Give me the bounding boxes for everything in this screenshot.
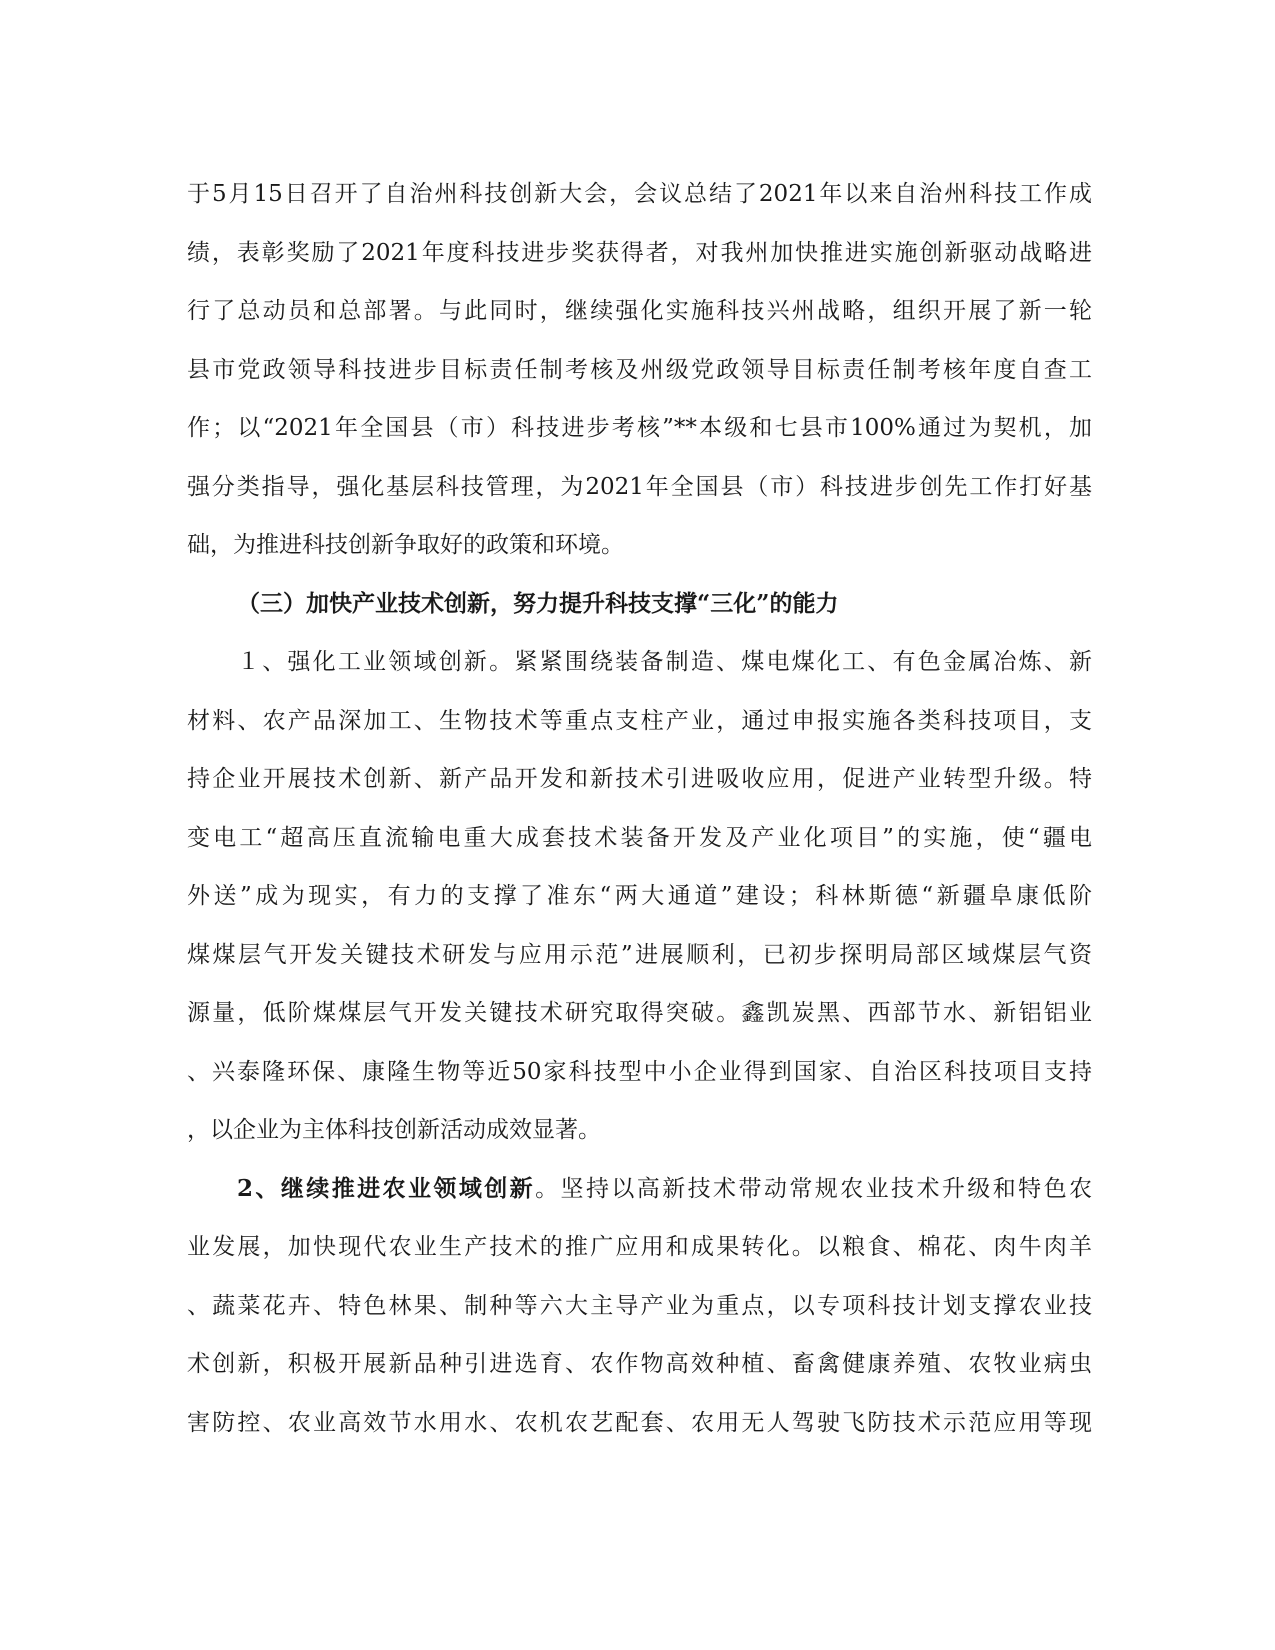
text-line: 源量，低阶煤煤层气开发关键技术研究取得突破。鑫凯炭黑、西部节水、新铝铝业 (187, 1000, 1092, 1026)
text-line: 持企业开展技术创新、新产品开发和新技术引进吸收应用，促进产业转型升级。特 (187, 766, 1092, 792)
item-2-paragraph (187, 1160, 1092, 1453)
text-line: １、强化工业领域创新。紧紧围绕装备制造、煤电煤化工、有色金属冶炼、新 (237, 649, 1092, 675)
text-line: 业发展，加快现代农业生产技术的推广应用和成果转化。以粮食、棉花、肉牛肉羊 (187, 1234, 1092, 1260)
text-line: 变电工“超高压直流输电重大成套技术装备开发及产业化项目”的实施，使“疆电 (187, 824, 1092, 851)
text-line: ，以企业为主体科技创新活动成效显著。 (187, 1117, 601, 1143)
body-text (187, 165, 1092, 1452)
text-line: 、兴泰隆环保、康隆生物等近50家科技型中小企业得到国家、自治区科技项目支持 (187, 1058, 1092, 1085)
paragraph-1 (187, 165, 1092, 575)
text-line: 材料、农产品深加工、生物技术等重点支柱产业，通过申报实施各类科技项目，支 (187, 707, 1092, 734)
item-2-first-line: 。坚持以高新技术带动常规农业技术升级和特色农 (535, 1175, 1092, 1202)
item-2-title: 2、继续推进农业领域创新 (237, 1174, 536, 1202)
text-line: 础，为推进科技创新争取好的政策和环境。 (187, 532, 624, 558)
text-line: 害防控、农业高效节水用水、农机农艺配套、农用无人驾驶飞防技术示范应用等现 (187, 1409, 1092, 1436)
text-line (187, 1160, 1092, 1219)
text-line: 强分类指导，强化基层科技管理，为2021年全国县（市）科技进步创先工作打好基 (187, 473, 1092, 500)
text-line: 、蔬菜花卉、特色林果、制种等六大主导产业为重点，以专项科技计划支撑农业技 (187, 1292, 1092, 1319)
text-line: 行了总动员和总部署。与此同时，继续强化实施科技兴州战略，组织开展了新一轮 (187, 298, 1092, 324)
text-line: 作；以“2021年全国县（市）科技进步考核”**本级和七县市100%通过为契机，加 (187, 415, 1092, 441)
text-line: 外送”成为现实，有力的支撑了准东“两大通道”建设；科林斯德“新疆阜康低阶 (187, 883, 1092, 909)
section-heading-3: （三）加快产业技术创新，努力提升科技支撑“三化”的能力 (237, 589, 839, 617)
text-line: 绩，表彰奖励了2021年度科技进步奖获得者，对我州加快推进实施创新驱动战略进 (187, 239, 1092, 266)
text-line: 术创新，积极开展新品种引进选育、农作物高效种植、畜禽健康养殖、农牧业病虫 (187, 1351, 1092, 1377)
text-line: 于5月15日召开了自治州科技创新大会，会议总结了2021年以来自治州科技工作成 (187, 181, 1092, 207)
text-line: 县市党政领导科技进步目标责任制考核及州级党政领导目标责任制考核年度自查工 (187, 356, 1092, 383)
item-1-paragraph (187, 633, 1092, 1160)
text-line: 煤煤层气开发关键技术研发与应用示范”进展顺利，已初步探明局部区域煤层气资 (187, 941, 1092, 968)
